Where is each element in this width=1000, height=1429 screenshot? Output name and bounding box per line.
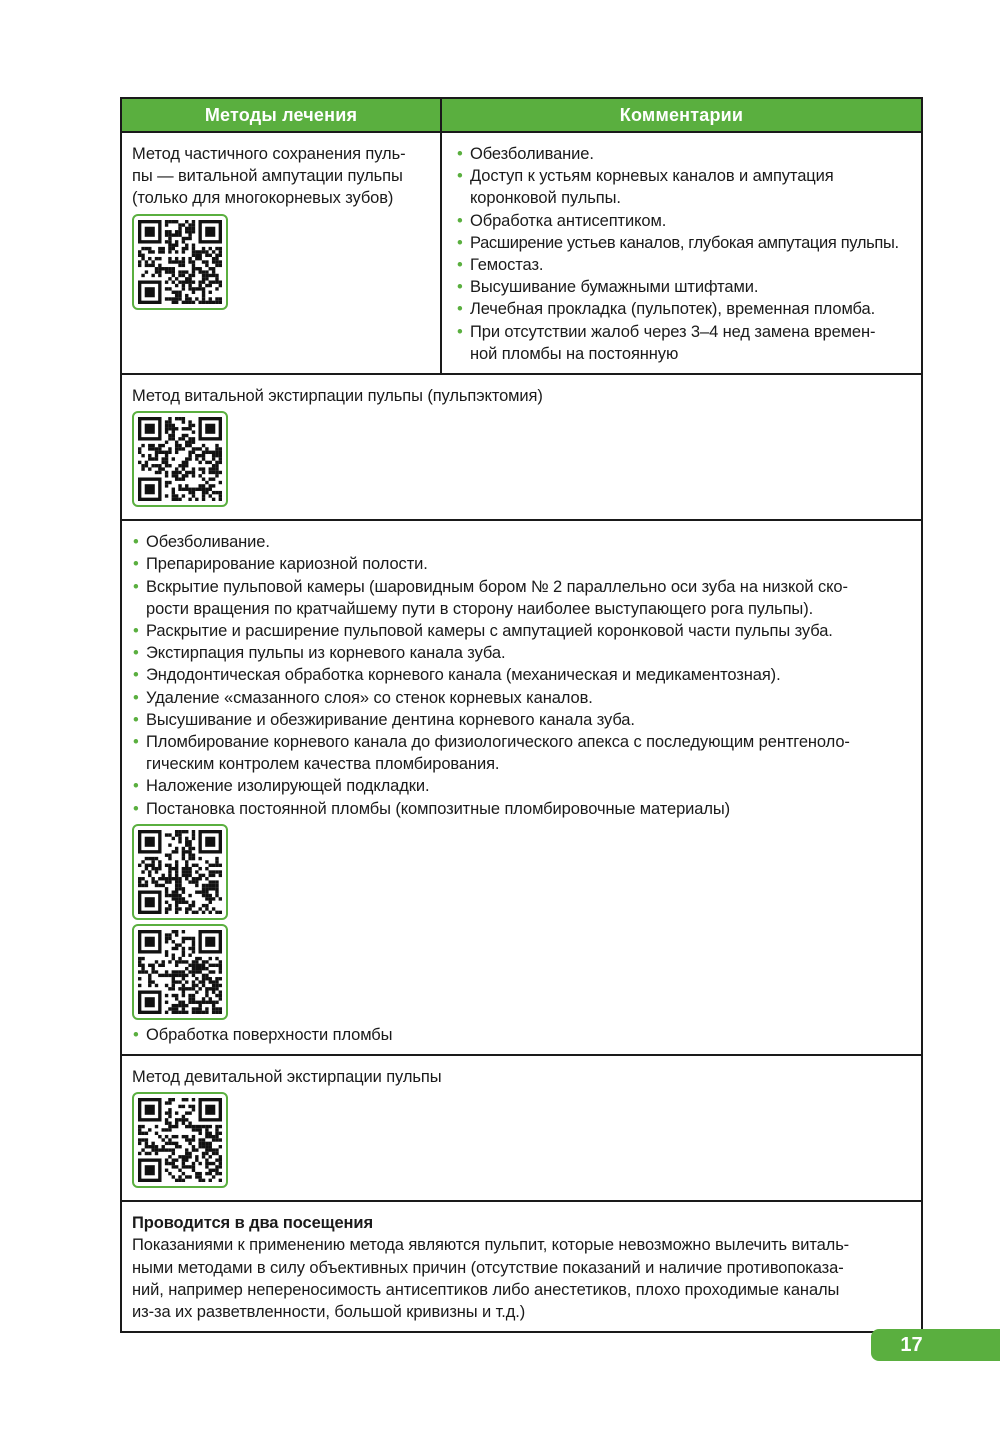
qr-code-icon[interactable] — [132, 1092, 228, 1188]
list-item: • Постановка постоянной пломбы (композитные пломбировочные материалы) — [132, 798, 911, 820]
list-item: • Лечебная прокладка (пульпотек), временная пломба. — [456, 298, 911, 320]
list-item: • Пломбирование корневого канала до физиологического апекса с последующим рентгеноло- гическим контролем качества пломбирования. — [132, 731, 911, 775]
steps-list-final — [132, 1024, 911, 1046]
qr-code-pattern — [138, 930, 222, 1014]
method-line: Метод частичного сохранения пуль- — [132, 145, 406, 163]
qr-code-icon[interactable] — [132, 924, 228, 1020]
qr-code-icon[interactable] — [132, 214, 228, 310]
table-row — [121, 374, 922, 520]
text-line: ний, например непереносимость антисептиков либо анестетиков, плохо проходимые каналы — [132, 1280, 840, 1299]
qr-code-icon[interactable] — [132, 824, 228, 920]
list-item: • Обезболивание. — [456, 143, 911, 165]
list-item: • Высушивание бумажными штифтами. — [456, 276, 911, 298]
qr-code-pattern — [138, 830, 222, 914]
list-item: • Раскрытие и расширение пульповой камеры с ампутацией коронковой части пульпы зуба. — [132, 620, 911, 642]
qr-code-icon[interactable] — [132, 411, 228, 507]
list-item: • Расширение устьев каналов, глубокая ампутация пульпы. — [456, 232, 911, 254]
table-row — [121, 132, 922, 374]
table-row — [121, 1201, 922, 1332]
qr-code-pattern — [138, 1098, 222, 1182]
list-item: • Эндодонтическая обработка корневого канала (механическая и медикаментозная). — [132, 664, 911, 686]
text-line: из-за их разветвленности, большой кривизны и т.д.) — [132, 1303, 526, 1322]
table-row — [121, 520, 922, 1055]
method-line: пы — витальной ампутации пульпы — [132, 167, 403, 186]
table-header-row — [121, 98, 922, 132]
list-item: • Высушивание и обезжиривание дентина корневого канала зуба. — [132, 709, 911, 731]
method-title: Метод витальной экстирпации пульпы (пульпэктомия) — [132, 387, 543, 406]
list-item: • Экстирпация пульпы из корневого канала зуба. — [132, 642, 911, 664]
header-methods: Методы лечения — [121, 98, 441, 132]
list-item: • Обезболивание. — [132, 531, 911, 553]
list-item: • При отсутствии жалоб через 3–4 нед замена времен- ной пломбы на постоянную — [456, 321, 911, 365]
list-item: • Гемостаз. — [456, 254, 911, 276]
method-cell-devital-extirpation — [121, 1055, 922, 1201]
method-title: Метод девитальной экстирпации пульпы — [132, 1068, 442, 1087]
steps-cell-vital-extirpation — [121, 520, 922, 1055]
comments-cell-vital-amputation — [441, 132, 922, 374]
list-item: • Препарирование кариозной полости. — [132, 553, 911, 575]
treatment-methods-table — [120, 97, 923, 1333]
text-line: ными методами в силу объективных причин (отсутствие показаний и наличие противопоказа- — [132, 1258, 844, 1277]
steps-list — [132, 531, 911, 820]
header-comments: Комментарии — [441, 98, 922, 132]
visits-title: Проводится в два посещения — [132, 1214, 373, 1233]
list-item: • Вскрытие пульповой камеры (шаровидным бором № 2 параллельно оси зуба на низкой ско- рости вращения по кратчайшему пути в сторону наиболее выступающего рога пульпы). — [132, 576, 911, 620]
list-item: • Удаление «смазанного слоя» со стенок корневых каналов. — [132, 687, 911, 709]
qr-code-pattern — [138, 417, 222, 501]
list-item: • Обработка антисептиком. — [456, 210, 911, 232]
list-item: • Доступ к устьям корневых каналов и ампутация коронковой пульпы. — [456, 165, 911, 209]
list-item: • Наложение изолирующей подкладки. — [132, 775, 911, 797]
list-item: • Обработка поверхности пломбы — [132, 1024, 911, 1046]
method-cell-vital-amputation — [121, 132, 441, 374]
page-number: 17 — [871, 1329, 1000, 1361]
method-line: (только для многокорневых зубов) — [132, 189, 394, 208]
method-cell-vital-extirpation — [121, 374, 922, 520]
qr-code-pattern — [138, 220, 222, 304]
indications-cell — [121, 1201, 922, 1332]
table-row — [121, 1055, 922, 1201]
text-line: Показаниями к применению метода являются пульпит, которые невозможно вылечить виталь- — [132, 1236, 850, 1255]
comments-list — [456, 143, 911, 365]
